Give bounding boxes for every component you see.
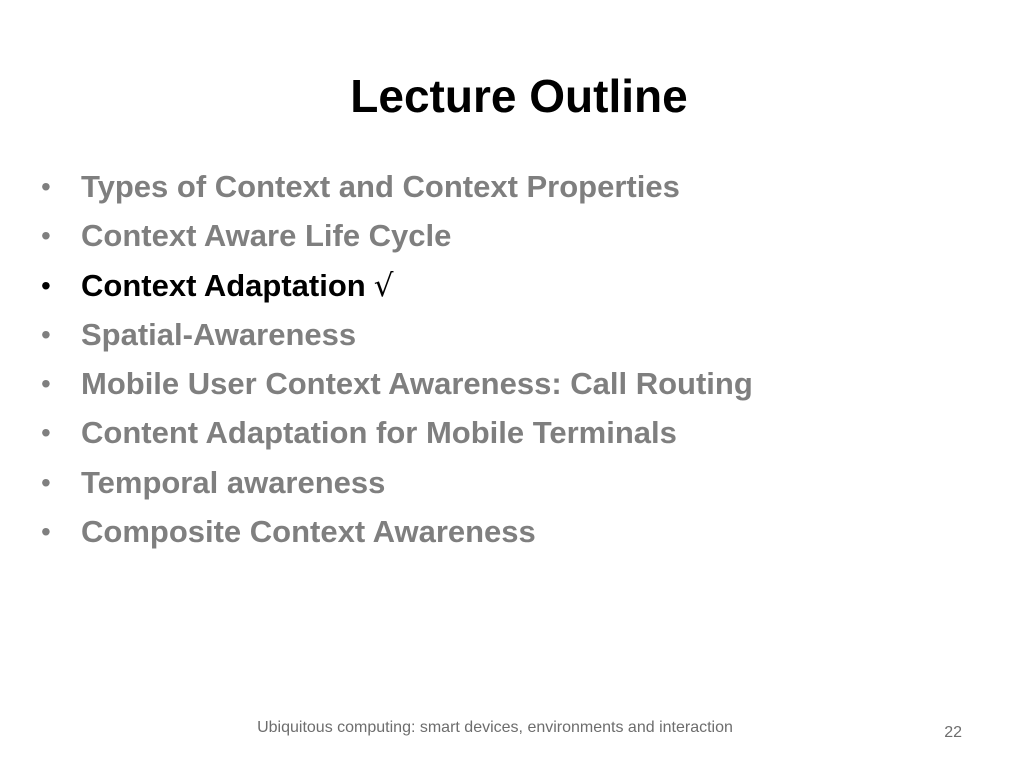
slide-title: Lecture Outline [350, 70, 688, 122]
outline-item-label: Content Adaptation for Mobile Terminals [81, 415, 677, 451]
bullet-icon: • [41, 368, 51, 400]
slide-footer: Ubiquitous computing: smart devices, environments and interaction [257, 719, 733, 736]
bullet-icon: • [41, 466, 51, 498]
checkmark-icon: √ [373, 267, 394, 304]
bullet-icon: • [41, 516, 51, 548]
outline-item-label: Context Adaptation [81, 267, 366, 303]
outline-item-label: Spatial-Awareness [81, 316, 357, 352]
outline-item-label: Types of Context and Context Properties [81, 169, 680, 204]
bullet-icon: • [41, 417, 51, 449]
bullet-icon: • [41, 269, 51, 301]
outline-item-label: Context Aware Life Cycle [81, 218, 452, 254]
outline-item-label: Mobile User Context Awareness: Call Routing [81, 366, 753, 402]
bullet-icon: • [41, 318, 51, 350]
bullet-icon: • [41, 171, 51, 202]
page-number: 22 [944, 724, 962, 741]
outline-item-label: Composite Context Awareness [81, 514, 536, 550]
bullet-icon: • [41, 220, 51, 252]
outline-item-label: Temporal awareness [81, 464, 386, 500]
